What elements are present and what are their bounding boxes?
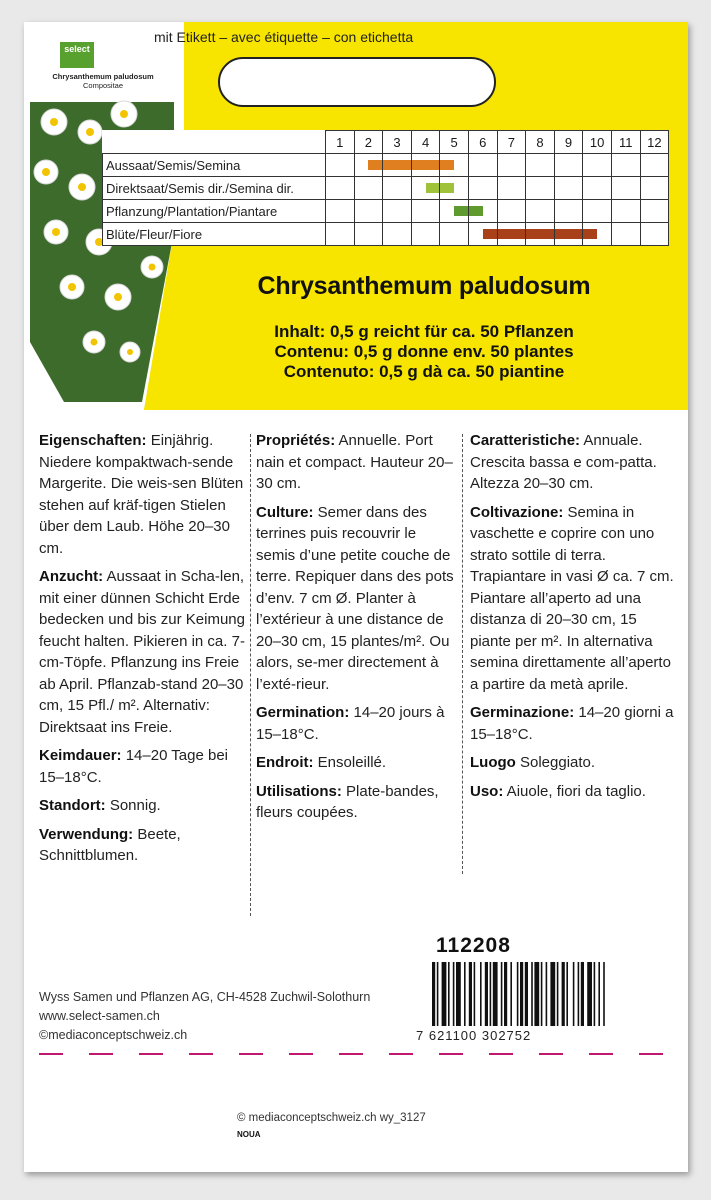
barcode-bar <box>562 962 565 1026</box>
calendar-cell <box>526 200 555 223</box>
paragraph-heading: Verwendung: <box>39 825 134 843</box>
calendar-bar <box>583 229 597 239</box>
paragraph-heading: Propriétés: <box>256 432 336 449</box>
paragraph-heading: Caratteristiche: <box>470 432 581 449</box>
calendar-cell <box>554 154 583 177</box>
calendar-cell <box>411 154 440 177</box>
paragraph-text: Sonnig. <box>105 797 161 814</box>
calendar-cell <box>497 177 526 200</box>
barcode-bar <box>493 962 498 1026</box>
calendar-cell <box>411 223 440 246</box>
barcode-bar <box>578 962 580 1026</box>
calendar-row-label: Aussaat/Semis/Semina <box>103 154 326 177</box>
calendar-cell <box>583 154 612 177</box>
calendar-month: 5 <box>440 131 469 154</box>
calendar-bar <box>440 160 454 170</box>
calendar-month: 3 <box>383 131 412 154</box>
barcode-bar <box>520 962 523 1026</box>
calendar-cell <box>440 200 469 223</box>
paragraph-heading: Germination: <box>256 704 350 721</box>
barcode-bar <box>550 962 555 1026</box>
calendar-cell <box>383 223 412 246</box>
contents-it: Contenuto: 0,5 g dà ca. 50 piantine <box>283 362 565 381</box>
calendar-cell <box>526 223 555 246</box>
calendar-month: 4 <box>411 131 440 154</box>
paragraph-heading: Coltivazione: <box>470 503 564 521</box>
yellow-header <box>24 22 688 410</box>
calendar-cell <box>640 223 669 246</box>
calendar-cell <box>326 154 355 177</box>
calendar-row-label: Pflanzung/Plantation/Piantare <box>103 200 326 223</box>
calendar-bar <box>412 160 440 170</box>
seed-packet-back <box>24 22 688 1172</box>
divider <box>462 434 463 874</box>
calendar-cell <box>440 223 469 246</box>
calendar-cell <box>354 177 383 200</box>
barcode-bar <box>464 962 466 1026</box>
paragraph-text: Annuale. Crescita bassa e com-patta. Altezza 20–30 cm. <box>470 432 657 492</box>
barcode-bar <box>504 962 507 1026</box>
column-italian <box>470 430 680 809</box>
paragraph <box>256 752 456 774</box>
calendar-bar <box>483 229 497 239</box>
paragraph <box>256 502 456 696</box>
barcode-bar <box>432 962 435 1026</box>
barcode-bar <box>490 962 492 1026</box>
barcode-bar <box>469 962 472 1026</box>
column-german <box>39 430 249 874</box>
calendar-month: 1 <box>326 131 355 154</box>
calendar-cell <box>383 177 412 200</box>
barcode-bar <box>485 962 488 1026</box>
barcode-bar <box>557 962 559 1026</box>
paragraph <box>256 702 456 745</box>
paragraph <box>39 430 249 559</box>
calendar-cell <box>497 223 526 246</box>
calendar-bar <box>555 229 583 239</box>
calendar-cell <box>611 177 640 200</box>
calendar-month: 7 <box>497 131 526 154</box>
sowing-calendar <box>102 130 669 246</box>
paragraph-heading: Eigenschaften: <box>39 432 147 449</box>
paragraph <box>470 502 680 696</box>
barcode-bar <box>448 962 450 1026</box>
calendar-cell <box>383 154 412 177</box>
paragraph-text: Soleggiato. <box>515 754 596 771</box>
label-note: mit Etikett – avec étiquette – con etichetta <box>154 29 414 45</box>
calendar-cell <box>497 200 526 223</box>
calendar-bar <box>440 183 454 193</box>
paragraph-text: Plate-bandes, fleurs coupées. <box>256 782 439 821</box>
calendar-cell <box>468 223 497 246</box>
calendar-cell <box>411 177 440 200</box>
barcode-bar <box>456 962 461 1026</box>
column-french <box>256 430 456 831</box>
company-info <box>39 988 370 1045</box>
calendar-month: 2 <box>354 131 383 154</box>
hang-hole <box>218 57 496 107</box>
barcode-bar <box>525 962 528 1026</box>
contents-de: Inhalt: 0,5 g reicht für ca. 50 Pflanzen <box>274 322 574 341</box>
printer-copyright: © mediaconceptschweiz.ch wy_3127 <box>237 1112 426 1124</box>
calendar-cell <box>411 200 440 223</box>
paragraph <box>39 566 249 738</box>
paragraph-heading: Uso: <box>470 782 504 800</box>
tag-family: Compositae <box>82 81 124 90</box>
calendar-cell <box>497 154 526 177</box>
calendar-cell <box>354 200 383 223</box>
calendar-bar <box>383 160 411 170</box>
calendar-cell <box>611 223 640 246</box>
barcode-bar <box>541 962 543 1026</box>
calendar-month: 9 <box>554 131 583 154</box>
calendar-cell <box>583 200 612 223</box>
barcode-bar <box>501 962 503 1026</box>
contents-fr: Contenu: 0,5 g donne env. 50 plantes <box>274 342 574 361</box>
calendar-month: 11 <box>611 131 640 154</box>
calendar-cell <box>526 154 555 177</box>
paragraph-text: Aiuole, fiori da taglio. <box>503 782 646 800</box>
paragraph <box>39 795 249 817</box>
cut-line <box>39 1053 684 1055</box>
paragraph <box>470 781 680 803</box>
company-website: www.select-samen.ch <box>39 1009 160 1023</box>
paragraph-heading: Anzucht: <box>39 568 104 585</box>
barcode-bar <box>566 962 568 1026</box>
calendar-cell <box>326 223 355 246</box>
barcode-bar <box>442 962 447 1026</box>
paragraph-text: Semer dans des terrines puis recouvrir le semis d’une petite couche de terre. Repiquer dans des pots d’env. 7 cm Ø. Planter à l’extérieur à une distance de 20–30 cm, 15 plantes/m². Ou alors, se-mer directement à l’exté-rieur. <box>256 503 454 693</box>
calendar-bar <box>469 206 483 216</box>
paragraph-text: Annuelle. Port nain et compact. Hauteur 20–30 cm. <box>256 432 453 492</box>
calendar-cell <box>554 200 583 223</box>
calendar-row-label: Blüte/Fleur/Fiore <box>103 223 326 246</box>
page-title: Chrysanthemum paludosum <box>257 272 591 300</box>
contents-block <box>204 322 644 382</box>
paragraph-text: 14–20 jours à 15–18°C. <box>256 704 445 743</box>
paragraph <box>470 752 680 774</box>
paragraph-heading: Endroit: <box>256 754 314 771</box>
paragraph-text: Einjährig. Niedere kompaktwach-sende Margerite. Die weis-sen Blüten stehen auf kräf-tigen Stielen über dem Laub. Höhe 20–30 cm. <box>39 432 244 557</box>
calendar-cell <box>583 177 612 200</box>
calendar-cell <box>468 200 497 223</box>
printer-logo: NOUA <box>237 1130 261 1139</box>
brand-name: select <box>64 44 90 54</box>
select-logo <box>60 42 94 68</box>
calendar-cell <box>440 177 469 200</box>
paragraph-heading: Utilisations: <box>256 782 342 800</box>
company-copyright: ©mediaconceptschweiz.ch <box>39 1028 188 1042</box>
calendar-cell <box>383 200 412 223</box>
paragraph-text: Aussaat in Scha-len, mit einer dünnen Schicht Erde bedecken und bis zur Keimung feucht halten. Pikieren in ca. 7-cm-Töpfe. Pflanzung ins Freie ab April. Pflanzab-stand 20–30 cm, 15 Pfl./ m². Alternativ: Direktsaat ins Freie. <box>39 568 245 736</box>
paragraph-heading: Culture: <box>256 503 314 521</box>
paragraph-text: Ensoleillé. <box>313 754 387 771</box>
calendar-bar <box>454 206 468 216</box>
calendar-month: 6 <box>468 131 497 154</box>
tag-species: Chrysanthemum paludosum <box>52 72 154 81</box>
article-number: 112208 <box>436 934 511 957</box>
barcode-digits: 7 621100 302752 <box>416 1028 532 1043</box>
tag-caption <box>38 72 168 90</box>
barcode-bar <box>594 962 596 1026</box>
barcode-bar <box>587 962 592 1026</box>
paragraph-heading: Germinazione: <box>470 704 575 721</box>
paragraph <box>470 430 680 495</box>
paragraph <box>256 430 456 495</box>
calendar-month: 12 <box>640 131 669 154</box>
calendar-month: 8 <box>526 131 555 154</box>
paragraph-heading: Keimdauer: <box>39 747 122 764</box>
paragraph-text: Semina in vaschette e coprire con uno strato sottile di terra. Trapiantare in vasi Ø ca. 7 cm. Piantare all’aperto ad una distanza di 20–30 cm, 15 piante per m². In alternativa semina direttamente all’aperto a partire da metà aprile. <box>470 503 674 693</box>
barcode-bar <box>534 962 539 1026</box>
paragraph <box>39 824 249 867</box>
barcode-bar <box>517 962 519 1026</box>
barcode-bar <box>546 962 548 1026</box>
calendar-cell <box>468 177 497 200</box>
barcode-bar <box>510 962 512 1026</box>
calendar-cell <box>354 154 383 177</box>
calendar-cell <box>640 154 669 177</box>
paragraph <box>256 781 456 824</box>
calendar-bar <box>498 229 526 239</box>
calendar-month: 10 <box>583 131 612 154</box>
calendar-bar <box>368 160 382 170</box>
paragraph-text: 14–20 Tage bei 15–18°C. <box>39 747 229 786</box>
barcode-bar <box>598 962 600 1026</box>
paragraph-heading: Luogo <box>470 754 516 771</box>
barcode-bar <box>581 962 584 1026</box>
divider <box>250 434 251 916</box>
calendar-cell <box>611 200 640 223</box>
calendar-cell <box>640 200 669 223</box>
calendar-cell <box>526 177 555 200</box>
barcode-bar <box>437 962 439 1026</box>
calendar-cell <box>326 177 355 200</box>
calendar-cell <box>640 177 669 200</box>
paragraph-text: Beete, Schnittblumen. <box>39 825 181 864</box>
calendar-bar <box>526 229 554 239</box>
calendar-cell <box>583 223 612 246</box>
barcode-bar <box>453 962 455 1026</box>
barcode-bar <box>531 962 533 1026</box>
paragraph-heading: Standort: <box>39 797 106 814</box>
barcode-bar <box>573 962 575 1026</box>
calendar-cell <box>611 154 640 177</box>
calendar-cell <box>354 223 383 246</box>
barcode-bar <box>474 962 476 1026</box>
calendar-row-label: Direktsaat/Semis dir./Semina dir. <box>103 177 326 200</box>
calendar-bar <box>426 183 440 193</box>
calendar-cell <box>468 154 497 177</box>
calendar-cell <box>326 200 355 223</box>
calendar-cell <box>440 154 469 177</box>
calendar-cell <box>554 177 583 200</box>
calendar-cell <box>554 223 583 246</box>
barcode-bar <box>603 962 605 1026</box>
paragraph <box>39 745 249 788</box>
barcode-bar <box>480 962 482 1026</box>
paragraph-text: 14–20 giorni a 15–18°C. <box>470 704 674 743</box>
paragraph <box>470 702 680 745</box>
company-address: Wyss Samen und Pflanzen AG, CH-4528 Zuchwil-Solothurn <box>39 990 371 1004</box>
